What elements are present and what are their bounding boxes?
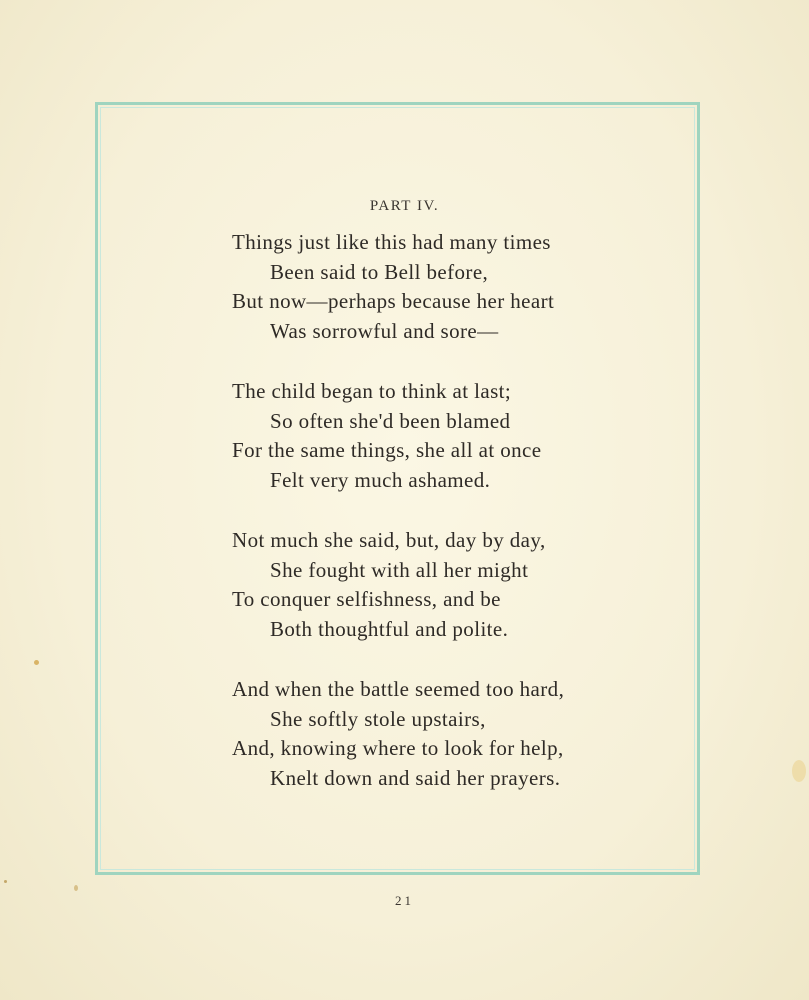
page-number: 21 bbox=[395, 893, 414, 908]
poem-line: Knelt down and said her prayers. bbox=[270, 765, 561, 790]
paper-speck bbox=[4, 880, 7, 883]
stanza-3 bbox=[232, 526, 672, 644]
poem bbox=[232, 228, 672, 824]
poem-line: Things just like this had many times bbox=[232, 230, 551, 254]
poem-line: For the same things, she all at once bbox=[232, 438, 542, 463]
poem-line: To conquer selfishness, and be bbox=[232, 587, 501, 612]
stanza-4 bbox=[232, 675, 672, 793]
poem-line: She softly stole upstairs, bbox=[270, 706, 486, 731]
poem-line: But now—perhaps because her heart bbox=[232, 289, 555, 314]
poem-line: Been said to Bell before, bbox=[270, 259, 489, 284]
poem-line: She fought with all her might bbox=[270, 557, 529, 582]
part-title: PART IV. bbox=[369, 198, 440, 214]
poem-line: Was sorrowful and sore— bbox=[270, 318, 499, 343]
poem-line: Felt very much ashamed. bbox=[270, 467, 491, 492]
poem-line: Both thoughtful and polite. bbox=[270, 616, 509, 641]
paper-speck bbox=[34, 660, 39, 665]
poem-line: Not much she said, but, day by day, bbox=[232, 527, 546, 552]
stanza-2 bbox=[232, 377, 672, 495]
poem-line: And when the battle seemed too hard, bbox=[232, 676, 565, 701]
paper-speck bbox=[792, 760, 806, 782]
poem-line: The child began to think at last; bbox=[232, 378, 512, 403]
poem-line: So often she'd been blamed bbox=[270, 408, 511, 433]
stanza-1 bbox=[232, 228, 672, 346]
poem-line: And, knowing where to look for help, bbox=[232, 736, 564, 761]
paper-speck bbox=[74, 885, 78, 891]
